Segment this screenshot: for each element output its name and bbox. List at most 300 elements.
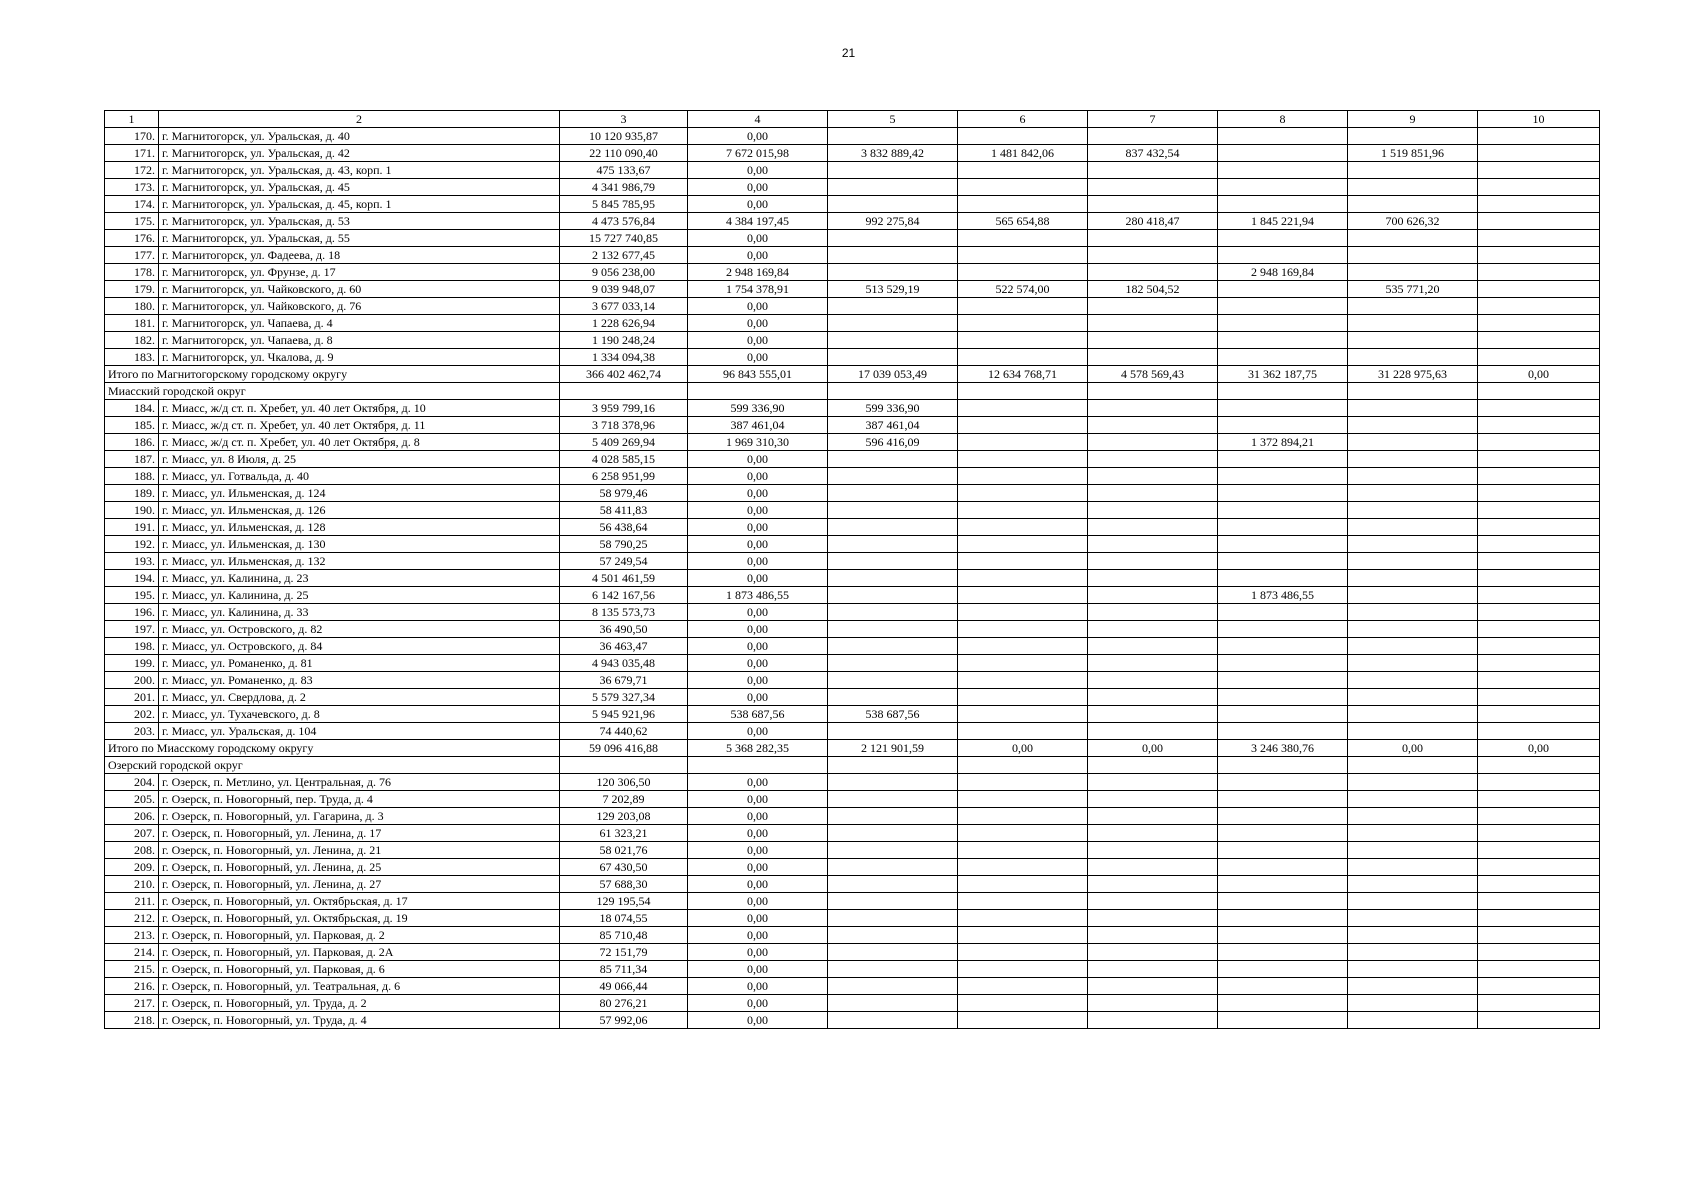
- table-row: [105, 451, 1600, 468]
- empty-cell: [1218, 383, 1348, 400]
- amount-cell: [1348, 536, 1478, 553]
- amount-cell: [1478, 859, 1600, 876]
- row-number: 188.: [105, 468, 159, 485]
- amount-cell: [828, 570, 958, 587]
- address-cell: г. Озерск, п. Новогорный, ул. Парковая, д. 2: [159, 927, 560, 944]
- amount-cell: 1 334 094,38: [560, 349, 688, 366]
- table-row: [105, 162, 1600, 179]
- amount-cell: [1088, 128, 1218, 145]
- table-row: [105, 655, 1600, 672]
- amount-cell: 5 579 327,34: [560, 689, 688, 706]
- amount-cell: 0,00: [688, 179, 828, 196]
- row-number: 204.: [105, 774, 159, 791]
- table-row: [105, 893, 1600, 910]
- amount-cell: [1218, 298, 1348, 315]
- address-cell: г. Миасс, ул. Ильменская, д. 132: [159, 553, 560, 570]
- amount-cell: 67 430,50: [560, 859, 688, 876]
- amount-cell: [1478, 638, 1600, 655]
- amount-cell: [828, 944, 958, 961]
- row-number: 210.: [105, 876, 159, 893]
- row-number: 194.: [105, 570, 159, 587]
- amount-cell: [1478, 264, 1600, 281]
- table-row: [105, 927, 1600, 944]
- amount-cell: [958, 876, 1088, 893]
- amount-cell: [828, 162, 958, 179]
- amount-cell: [1478, 417, 1600, 434]
- amount-cell: 0,00: [688, 247, 828, 264]
- column-number: 4: [688, 111, 828, 128]
- address-cell: г. Озерск, п. Новогорный, ул. Октябрьская, д. 17: [159, 893, 560, 910]
- amount-cell: [1478, 519, 1600, 536]
- total-label: Итого по Магнитогорскому городскому округу: [105, 366, 560, 383]
- amount-cell: [1218, 230, 1348, 247]
- amount-cell: 182 504,52: [1088, 281, 1218, 298]
- total-label: Итого по Миасскому городскому округу: [105, 740, 560, 757]
- amount-cell: [1088, 298, 1218, 315]
- amount-cell: 0,00: [688, 655, 828, 672]
- table-row: [105, 145, 1600, 162]
- address-cell: г. Миасс, ул. Готвальда, д. 40: [159, 468, 560, 485]
- column-number: 1: [105, 111, 159, 128]
- amount-cell: 535 771,20: [1348, 281, 1478, 298]
- amount-cell: 80 276,21: [560, 995, 688, 1012]
- amount-cell: [1088, 553, 1218, 570]
- amount-cell: 0,00: [688, 927, 828, 944]
- amount-cell: [1348, 587, 1478, 604]
- amount-cell: [1088, 349, 1218, 366]
- amount-cell: 0,00: [688, 570, 828, 587]
- amount-cell: [1218, 978, 1348, 995]
- empty-cell: [1348, 757, 1478, 774]
- empty-cell: [1348, 383, 1478, 400]
- amount-cell: [1088, 434, 1218, 451]
- row-number: 200.: [105, 672, 159, 689]
- total-amount-cell: 0,00: [1088, 740, 1218, 757]
- amount-cell: [1218, 485, 1348, 502]
- row-number: 174.: [105, 196, 159, 213]
- amount-cell: 0,00: [688, 689, 828, 706]
- amount-cell: 0,00: [688, 519, 828, 536]
- row-number: 175.: [105, 213, 159, 230]
- table-row: [105, 213, 1600, 230]
- amount-cell: [828, 519, 958, 536]
- row-number: 182.: [105, 332, 159, 349]
- amount-cell: [1088, 893, 1218, 910]
- amount-cell: [1088, 808, 1218, 825]
- table-row: [105, 808, 1600, 825]
- amount-cell: [1348, 927, 1478, 944]
- amount-cell: 4 501 461,59: [560, 570, 688, 587]
- amount-cell: [1348, 502, 1478, 519]
- amount-cell: [828, 128, 958, 145]
- empty-cell: [828, 757, 958, 774]
- amount-cell: [1478, 1012, 1600, 1029]
- amount-cell: [828, 553, 958, 570]
- amount-cell: 57 992,06: [560, 1012, 688, 1029]
- address-cell: г. Миасс, ул. Уральская, д. 104: [159, 723, 560, 740]
- amount-cell: [1348, 791, 1478, 808]
- row-number: 196.: [105, 604, 159, 621]
- amount-cell: [1088, 230, 1218, 247]
- amount-cell: 0,00: [688, 791, 828, 808]
- amount-cell: 1 969 310,30: [688, 434, 828, 451]
- amount-cell: [1478, 281, 1600, 298]
- amount-cell: [1478, 502, 1600, 519]
- amount-cell: [1348, 944, 1478, 961]
- amount-cell: 1 481 842,06: [958, 145, 1088, 162]
- row-number: 187.: [105, 451, 159, 468]
- amount-cell: [1218, 145, 1348, 162]
- amount-cell: 0,00: [688, 451, 828, 468]
- amount-cell: [1478, 145, 1600, 162]
- amount-cell: 58 021,76: [560, 842, 688, 859]
- amount-cell: [828, 587, 958, 604]
- amount-cell: [1348, 485, 1478, 502]
- amount-cell: [1088, 519, 1218, 536]
- amount-cell: [958, 587, 1088, 604]
- amount-cell: [828, 655, 958, 672]
- amount-cell: [1478, 825, 1600, 842]
- amount-cell: [828, 536, 958, 553]
- amount-cell: [958, 604, 1088, 621]
- amount-cell: 2 132 677,45: [560, 247, 688, 264]
- table-row: [105, 621, 1600, 638]
- table-row: [105, 196, 1600, 213]
- amount-cell: 3 832 889,42: [828, 145, 958, 162]
- amount-cell: [1218, 281, 1348, 298]
- amount-cell: [1348, 604, 1478, 621]
- amount-cell: 1 754 378,91: [688, 281, 828, 298]
- row-number: 172.: [105, 162, 159, 179]
- amount-cell: [1088, 944, 1218, 961]
- empty-cell: [688, 757, 828, 774]
- total-amount-cell: 59 096 416,88: [560, 740, 688, 757]
- amount-cell: [1088, 247, 1218, 264]
- row-number: 179.: [105, 281, 159, 298]
- amount-cell: [828, 298, 958, 315]
- amount-cell: [1348, 621, 1478, 638]
- amount-cell: [1218, 604, 1348, 621]
- address-cell: г. Магнитогорск, ул. Фрунзе, д. 17: [159, 264, 560, 281]
- table-row: [105, 434, 1600, 451]
- amount-cell: [828, 349, 958, 366]
- amount-cell: [958, 400, 1088, 417]
- total-amount-cell: 5 368 282,35: [688, 740, 828, 757]
- amount-cell: [1478, 196, 1600, 213]
- row-number: 217.: [105, 995, 159, 1012]
- amount-cell: 7 672 015,98: [688, 145, 828, 162]
- amount-cell: [1478, 689, 1600, 706]
- row-number: 189.: [105, 485, 159, 502]
- amount-cell: 0,00: [688, 910, 828, 927]
- amount-cell: [958, 723, 1088, 740]
- amount-cell: 0,00: [688, 808, 828, 825]
- amount-cell: [1218, 944, 1348, 961]
- amount-cell: [1478, 995, 1600, 1012]
- amount-cell: [1478, 434, 1600, 451]
- table-row: [105, 128, 1600, 145]
- section-row: [105, 383, 1600, 400]
- column-number: 9: [1348, 111, 1478, 128]
- amount-cell: 0,00: [688, 672, 828, 689]
- amount-cell: [1218, 808, 1348, 825]
- amount-cell: [958, 1012, 1088, 1029]
- address-cell: г. Миасс, ул. Ильменская, д. 130: [159, 536, 560, 553]
- amount-cell: 1 845 221,94: [1218, 213, 1348, 230]
- amount-cell: 6 258 951,99: [560, 468, 688, 485]
- amount-cell: 4 943 035,48: [560, 655, 688, 672]
- amount-cell: [1088, 536, 1218, 553]
- amount-cell: 85 711,34: [560, 961, 688, 978]
- row-number: 183.: [105, 349, 159, 366]
- amount-cell: [1088, 264, 1218, 281]
- amount-cell: [1218, 621, 1348, 638]
- table-row: [105, 553, 1600, 570]
- empty-cell: [1478, 383, 1600, 400]
- amount-cell: [1088, 910, 1218, 927]
- amount-cell: [1478, 791, 1600, 808]
- row-number: 199.: [105, 655, 159, 672]
- amount-cell: [1218, 519, 1348, 536]
- table-row: [105, 502, 1600, 519]
- amount-cell: [1088, 995, 1218, 1012]
- amount-cell: [1478, 162, 1600, 179]
- amount-cell: [1088, 638, 1218, 655]
- address-cell: г. Озерск, п. Новогорный, пер. Труда, д. 4: [159, 791, 560, 808]
- table-row: [105, 281, 1600, 298]
- amount-cell: [958, 162, 1088, 179]
- address-cell: г. Магнитогорск, ул. Чайковского, д. 60: [159, 281, 560, 298]
- row-number: 181.: [105, 315, 159, 332]
- amount-cell: [1218, 128, 1348, 145]
- row-number: 170.: [105, 128, 159, 145]
- amount-cell: [958, 468, 1088, 485]
- amount-cell: [1088, 791, 1218, 808]
- amount-cell: [1348, 842, 1478, 859]
- amount-cell: [1218, 961, 1348, 978]
- row-number: 180.: [105, 298, 159, 315]
- table-row: [105, 604, 1600, 621]
- amount-cell: 1 228 626,94: [560, 315, 688, 332]
- amount-cell: [1478, 213, 1600, 230]
- amount-cell: [828, 859, 958, 876]
- address-cell: г. Миасс, ул. 8 Июля, д. 25: [159, 451, 560, 468]
- row-number: 185.: [105, 417, 159, 434]
- amount-cell: 0,00: [688, 162, 828, 179]
- amount-cell: [1218, 723, 1348, 740]
- amount-cell: [828, 1012, 958, 1029]
- table-row: [105, 791, 1600, 808]
- amount-cell: [1348, 519, 1478, 536]
- row-number: 171.: [105, 145, 159, 162]
- amount-cell: [1218, 315, 1348, 332]
- amount-cell: [1218, 570, 1348, 587]
- amount-cell: [1218, 893, 1348, 910]
- amount-cell: 0,00: [688, 230, 828, 247]
- amount-cell: [828, 264, 958, 281]
- amount-cell: [1088, 927, 1218, 944]
- amount-cell: 0,00: [688, 536, 828, 553]
- amount-cell: [958, 910, 1088, 927]
- table-row: [105, 706, 1600, 723]
- amount-cell: [1218, 468, 1348, 485]
- amount-cell: [1218, 332, 1348, 349]
- amount-cell: 49 066,44: [560, 978, 688, 995]
- amount-cell: [1348, 230, 1478, 247]
- amount-cell: 475 133,67: [560, 162, 688, 179]
- amount-cell: 4 384 197,45: [688, 213, 828, 230]
- amount-cell: 0,00: [688, 621, 828, 638]
- amount-cell: [958, 417, 1088, 434]
- row-number: 201.: [105, 689, 159, 706]
- address-cell: г. Магнитогорск, ул. Уральская, д. 43, корп. 1: [159, 162, 560, 179]
- address-cell: г. Миасс, ул. Ильменская, д. 128: [159, 519, 560, 536]
- amount-cell: [1478, 655, 1600, 672]
- amount-cell: [958, 298, 1088, 315]
- address-cell: г. Миасс, ж/д ст. п. Хребет, ул. 40 лет Октября, д. 10: [159, 400, 560, 417]
- address-cell: г. Миасс, ул. Калинина, д. 25: [159, 587, 560, 604]
- amount-cell: [828, 485, 958, 502]
- amount-cell: [1478, 451, 1600, 468]
- table-row: [105, 332, 1600, 349]
- amount-cell: [1348, 910, 1478, 927]
- amount-cell: [1088, 621, 1218, 638]
- table-row: [105, 825, 1600, 842]
- amount-cell: [1348, 349, 1478, 366]
- amount-cell: 36 463,47: [560, 638, 688, 655]
- table-row: [105, 536, 1600, 553]
- total-amount-cell: 31 362 187,75: [1218, 366, 1348, 383]
- amount-cell: 4 341 986,79: [560, 179, 688, 196]
- address-cell: г. Магнитогорск, ул. Чкалова, д. 9: [159, 349, 560, 366]
- amount-cell: [1218, 553, 1348, 570]
- amount-cell: [1088, 604, 1218, 621]
- row-number: 191.: [105, 519, 159, 536]
- empty-cell: [1218, 757, 1348, 774]
- total-amount-cell: 0,00: [1348, 740, 1478, 757]
- amount-cell: [1348, 723, 1478, 740]
- amount-cell: [1478, 332, 1600, 349]
- row-number: 207.: [105, 825, 159, 842]
- amount-cell: 0,00: [688, 315, 828, 332]
- amount-cell: [1088, 570, 1218, 587]
- empty-cell: [560, 383, 688, 400]
- amount-cell: [1348, 298, 1478, 315]
- amount-cell: 387 461,04: [828, 417, 958, 434]
- column-number: 5: [828, 111, 958, 128]
- table-row: [105, 961, 1600, 978]
- amount-cell: 58 979,46: [560, 485, 688, 502]
- amount-cell: [828, 196, 958, 213]
- row-number: 203.: [105, 723, 159, 740]
- amount-cell: [958, 196, 1088, 213]
- amount-cell: [1088, 689, 1218, 706]
- amount-cell: [1348, 332, 1478, 349]
- amount-cell: [1478, 230, 1600, 247]
- amount-cell: [958, 536, 1088, 553]
- amount-cell: 0,00: [688, 604, 828, 621]
- amount-cell: 36 679,71: [560, 672, 688, 689]
- amount-cell: 280 418,47: [1088, 213, 1218, 230]
- amount-cell: [1218, 162, 1348, 179]
- column-number: 10: [1478, 111, 1600, 128]
- amount-cell: 0,00: [688, 502, 828, 519]
- empty-cell: [560, 757, 688, 774]
- table-row: [105, 519, 1600, 536]
- table-row: [105, 400, 1600, 417]
- empty-cell: [958, 383, 1088, 400]
- amount-cell: [828, 978, 958, 995]
- amount-cell: [1478, 621, 1600, 638]
- amount-cell: [1088, 485, 1218, 502]
- amount-cell: [1348, 179, 1478, 196]
- amount-cell: [1478, 400, 1600, 417]
- column-number-row: [105, 111, 1600, 128]
- address-cell: г. Озерск, п. Новогорный, ул. Ленина, д. 17: [159, 825, 560, 842]
- amount-cell: 0,00: [688, 638, 828, 655]
- amount-cell: 0,00: [688, 298, 828, 315]
- amount-cell: 18 074,55: [560, 910, 688, 927]
- table-row: [105, 978, 1600, 995]
- address-cell: г. Озерск, п. Новогорный, ул. Театральная, д. 6: [159, 978, 560, 995]
- table-row: [105, 570, 1600, 587]
- amount-cell: [1088, 655, 1218, 672]
- amount-cell: [958, 706, 1088, 723]
- amount-cell: 565 654,88: [958, 213, 1088, 230]
- amount-cell: 0,00: [688, 485, 828, 502]
- address-cell: г. Озерск, п. Новогорный, ул. Ленина, д. 21: [159, 842, 560, 859]
- address-cell: г. Озерск, п. Новогорный, ул. Ленина, д. 27: [159, 876, 560, 893]
- amount-cell: [1348, 978, 1478, 995]
- amount-cell: [958, 519, 1088, 536]
- amount-cell: 1 190 248,24: [560, 332, 688, 349]
- amount-cell: [958, 247, 1088, 264]
- address-cell: г. Миасс, ул. Ильменская, д. 126: [159, 502, 560, 519]
- amount-cell: [958, 995, 1088, 1012]
- row-number: 218.: [105, 1012, 159, 1029]
- amount-cell: [1088, 468, 1218, 485]
- row-number: 216.: [105, 978, 159, 995]
- address-cell: г. Озерск, п. Новогорный, ул. Парковая, д. 2А: [159, 944, 560, 961]
- amount-cell: [1218, 706, 1348, 723]
- amount-cell: [828, 315, 958, 332]
- empty-cell: [1088, 383, 1218, 400]
- amount-cell: 0,00: [688, 978, 828, 995]
- amount-cell: [1348, 553, 1478, 570]
- total-amount-cell: 0,00: [1478, 740, 1600, 757]
- amount-cell: [828, 825, 958, 842]
- amount-cell: [828, 961, 958, 978]
- section-row: [105, 757, 1600, 774]
- column-number: 3: [560, 111, 688, 128]
- amount-cell: [958, 808, 1088, 825]
- address-cell: г. Озерск, п. Новогорный, ул. Гагарина, д. 3: [159, 808, 560, 825]
- table-row: [105, 485, 1600, 502]
- row-number: 192.: [105, 536, 159, 553]
- address-cell: г. Озерск, п. Новогорный, ул. Парковая, д. 6: [159, 961, 560, 978]
- amount-cell: [828, 451, 958, 468]
- amount-cell: [958, 893, 1088, 910]
- table-row: [105, 298, 1600, 315]
- amount-cell: 0,00: [688, 349, 828, 366]
- table-row: [105, 247, 1600, 264]
- amount-cell: 0,00: [688, 128, 828, 145]
- amount-cell: [1348, 961, 1478, 978]
- amount-cell: 538 687,56: [828, 706, 958, 723]
- amount-cell: [1348, 638, 1478, 655]
- table-body: [105, 111, 1600, 1029]
- amount-cell: [1478, 876, 1600, 893]
